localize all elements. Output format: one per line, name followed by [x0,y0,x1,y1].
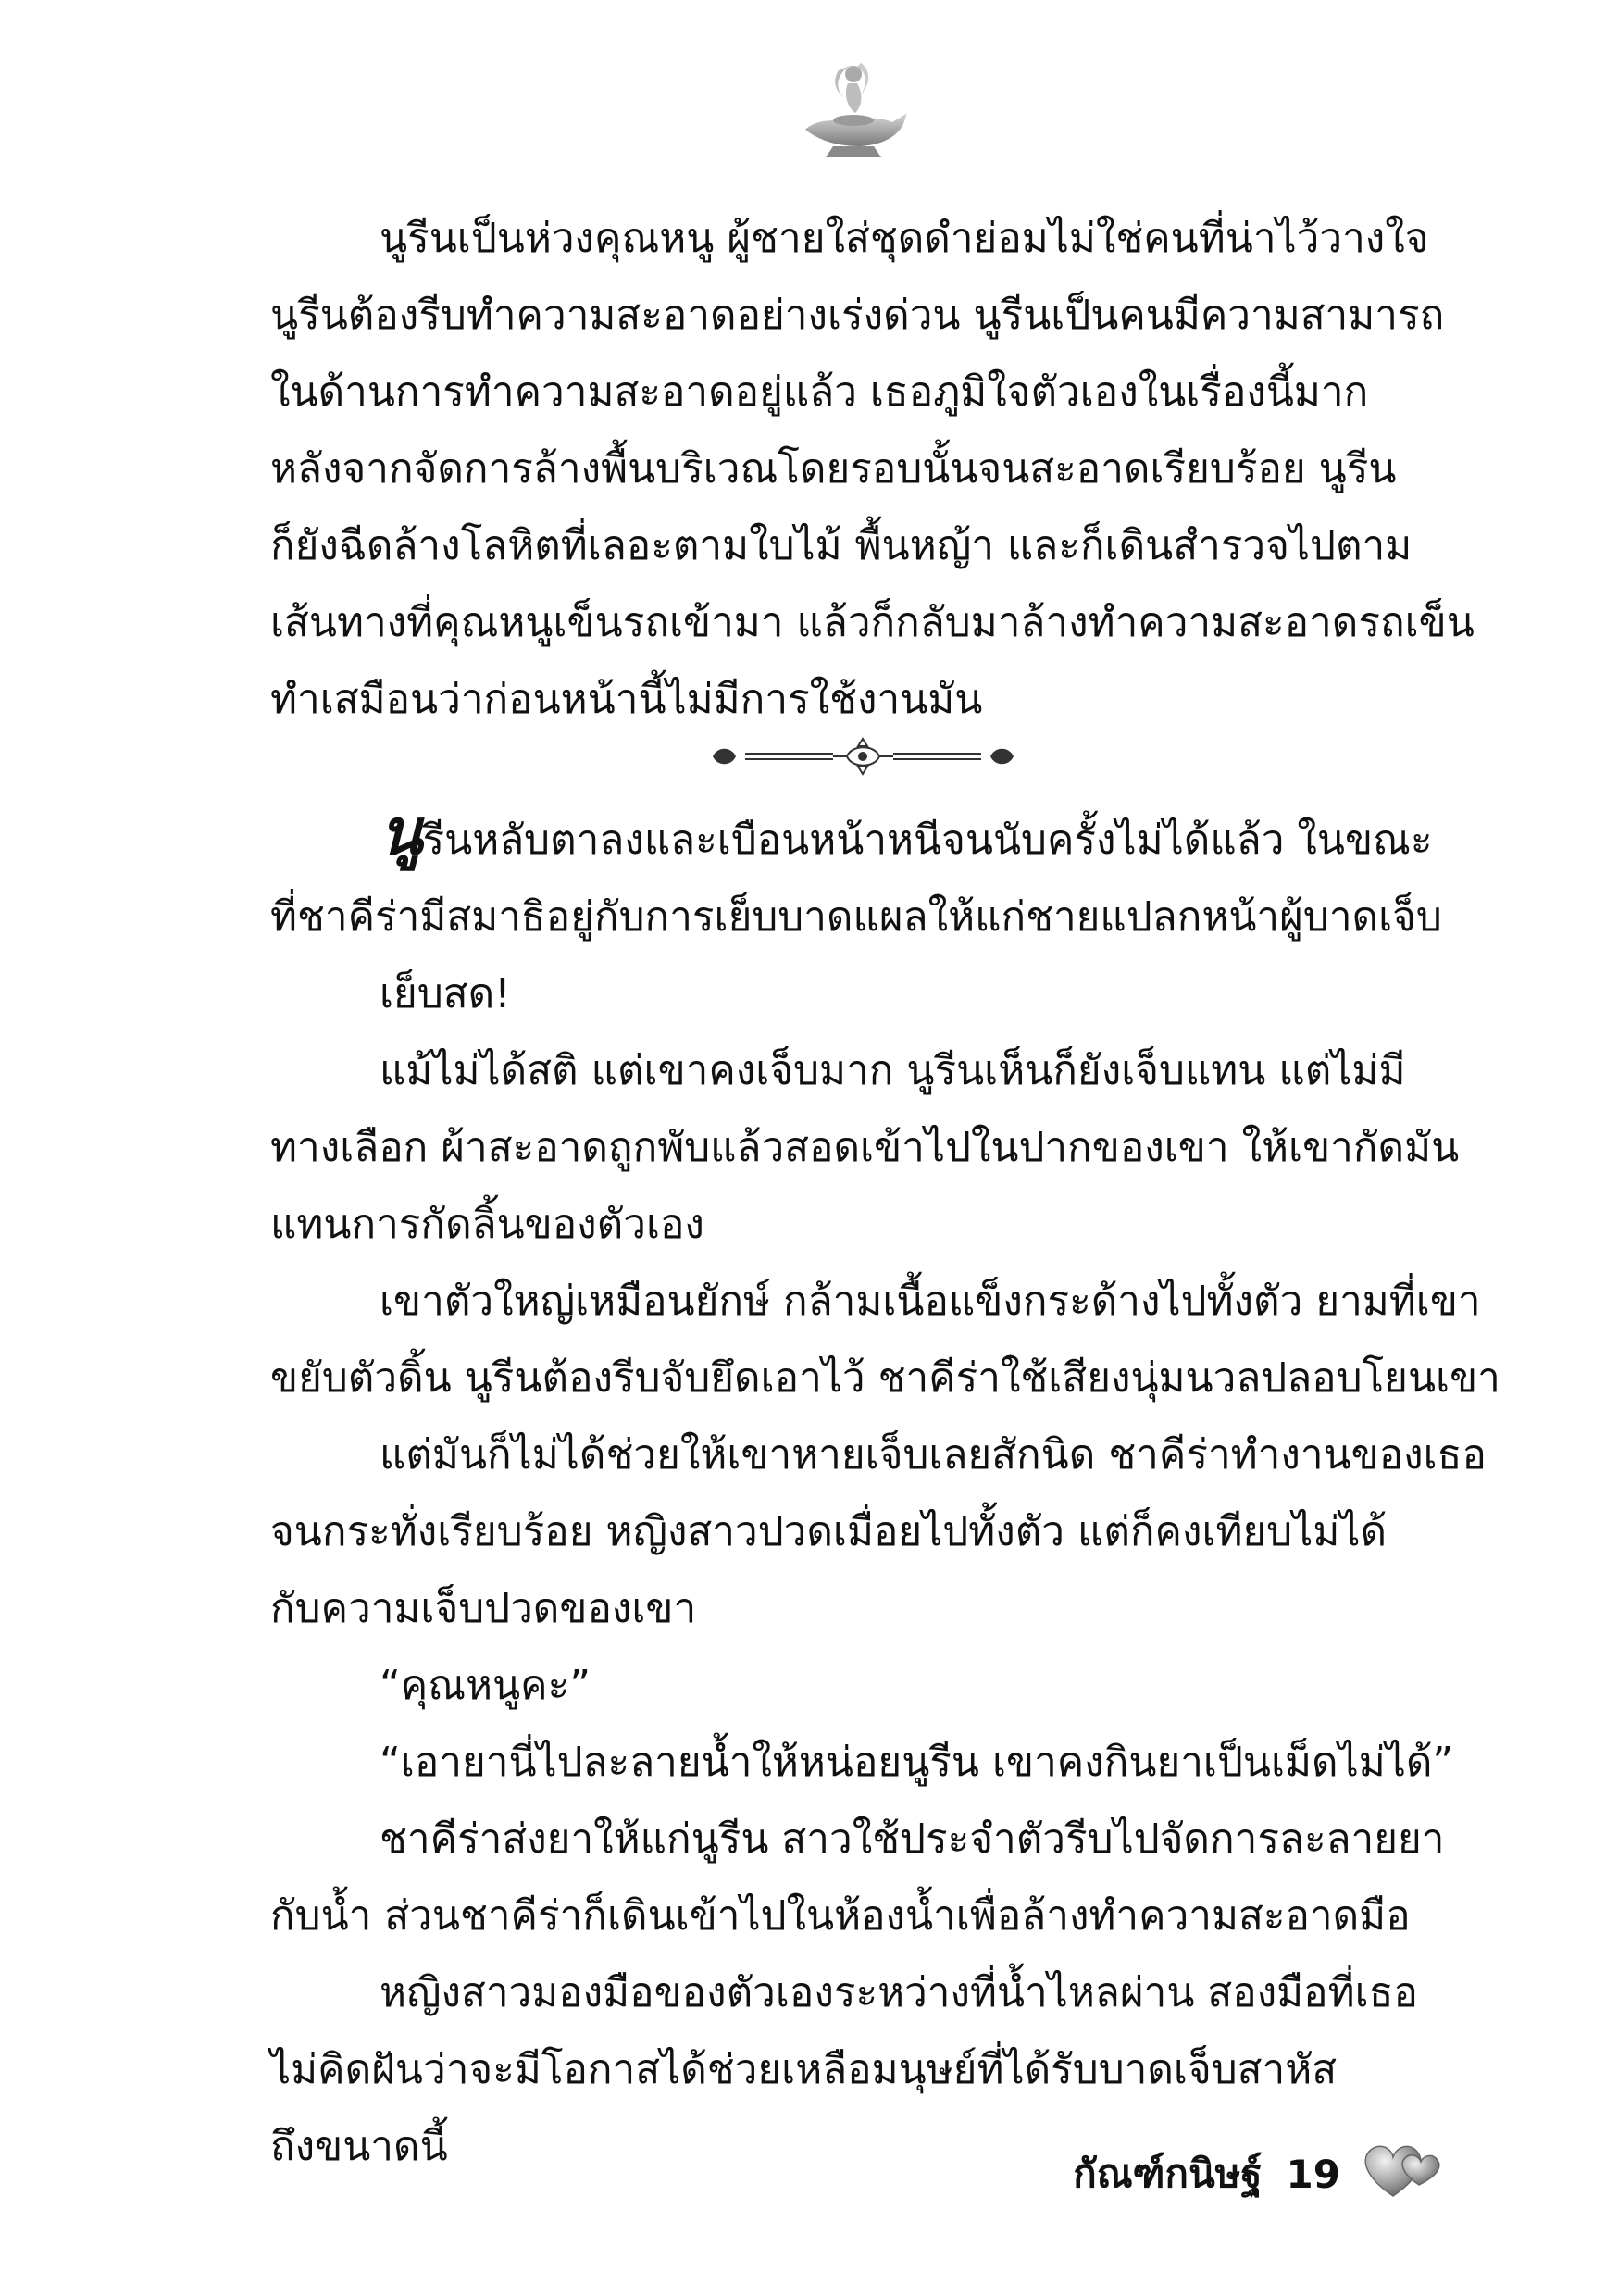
paragraph-line: กับความเจ็บปวดของเขา [270,1585,697,1632]
paragraph-line: “เอายานี่ไปละลายน้ำให้หน่อยนูรีน เขาคงกินยาเป็นเม็ดไม่ได้” [380,1739,1454,1786]
paragraph-line: นูรีนต้องรีบทำความสะอาดอย่างเร่งด่วน นูรีนเป็นคนมีความสามารถ [270,292,1445,339]
paragraph-line: แทนการกัดลิ้นของตัวเอง [270,1201,704,1248]
paragraph-line: ในด้านการทำความสะอาดอยู่แล้ว เธอภูมิใจตัวเองในเรื่องนี้มาก [270,368,1369,416]
page-footer [1073,2137,1340,2211]
section-divider-ornament [708,733,1018,780]
paragraph-line: ชาคีร่าส่งยาให้แก่นูรีน สาวใช้ประจำตัวรีบไปจัดการละลายยา [380,1816,1445,1863]
paragraph-line: เส้นทางที่คุณหนูเข็นรถเข้ามา แล้วก็กลับมาล้างทำความสะอาดรถเข็น [270,599,1475,646]
paragraph-line: เย็บสด! [380,970,511,1017]
paragraph-line: “คุณหนูคะ” [380,1662,591,1709]
paragraph-line: ทางเลือก ผ้าสะอาดถูกพับแล้วสอดเข้าไปในปากของเขา ให้เขากัดมัน [270,1124,1460,1171]
page-number: 19 [1286,2151,1340,2197]
genie-lamp-icon [796,56,916,167]
book-title: กัณฑ์กนิษฐ์ [1073,2151,1263,2196]
dropcap-letter: นู [380,795,423,869]
dropcap-paragraph-line [270,795,1446,879]
paragraph-line: แม้ไม่ได้สติ แต่เขาคงเจ็บมาก นูรีนเห็นก็ยังเจ็บแทน แต่ไม่มี [380,1047,1406,1094]
hearts-icon [1356,2131,1449,2205]
paragraph-line: ไม่คิดฝันว่าจะมีโอกาสได้ช่วยเหลือมนุษย์ที่ได้รับบาดเจ็บสาหัส [270,2046,1338,2093]
paragraph-line: กับน้ำ ส่วนชาคีร่าก็เดินเข้าไปในห้องน้ำเพื่อล้างทำความสะอาดมือ [270,1892,1411,1940]
paragraph-line: หญิงสาวมองมือของตัวเองระหว่างที่น้ำไหลผ่าน สองมือที่เธอ [380,1969,1418,2016]
paragraph-line: จนกระทั่งเรียบร้อย หญิงสาวปวดเมื่อยไปทั้งตัว แต่ก็คงเทียบไม่ได้ [270,1508,1388,1555]
paragraph-line: ถึงขนาดนี้ [270,2123,448,2170]
paragraph-line: ทำเสมือนว่าก่อนหน้านี้ไม่มีการใช้งานมัน [270,676,983,723]
paragraph-line: เขาตัวใหญ่เหมือนยักษ์ กล้ามเนื้อแข็งกระด้างไปทั้งตัว ยามที่เขา [380,1278,1481,1325]
paragraph-line: นูรีนเป็นห่วงคุณหนู ผู้ชายใส่ชุดดำย่อมไม่ใช่คนที่น่าไว้วางใจ [380,215,1429,262]
paragraph-line-text: รีนหลับตาลงและเบือนหน้าหนีจนนับครั้งไม่ได้แล้ว ในขณะ [422,817,1433,864]
paragraph-line: แต่มันก็ไม่ได้ช่วยให้เขาหายเจ็บเลยสักนิด ชาคีร่าทำงานของเธอ [380,1431,1487,1479]
paragraph-line: ก็ยังฉีดล้างโลหิตที่เลอะตามใบไม้ พื้นหญ้า และก็เดินสำรวจไปตาม [270,522,1413,569]
paragraph-line: หลังจากจัดการล้างพื้นบริเวณโดยรอบนั้นจนสะอาดเรียบร้อย นูรีน [270,445,1397,493]
paragraph-line: ที่ชาคีร่ามีสมาธิอยู่กับการเย็บบาดแผลให้แก่ชายแปลกหน้าผู้บาดเจ็บ [270,893,1442,941]
paragraph-line: ขยับตัวดิ้น นูรีนต้องรีบจับยึดเอาไว้ ชาคีร่าใช้เสียงนุ่มนวลปลอบโยนเขา [270,1354,1500,1402]
